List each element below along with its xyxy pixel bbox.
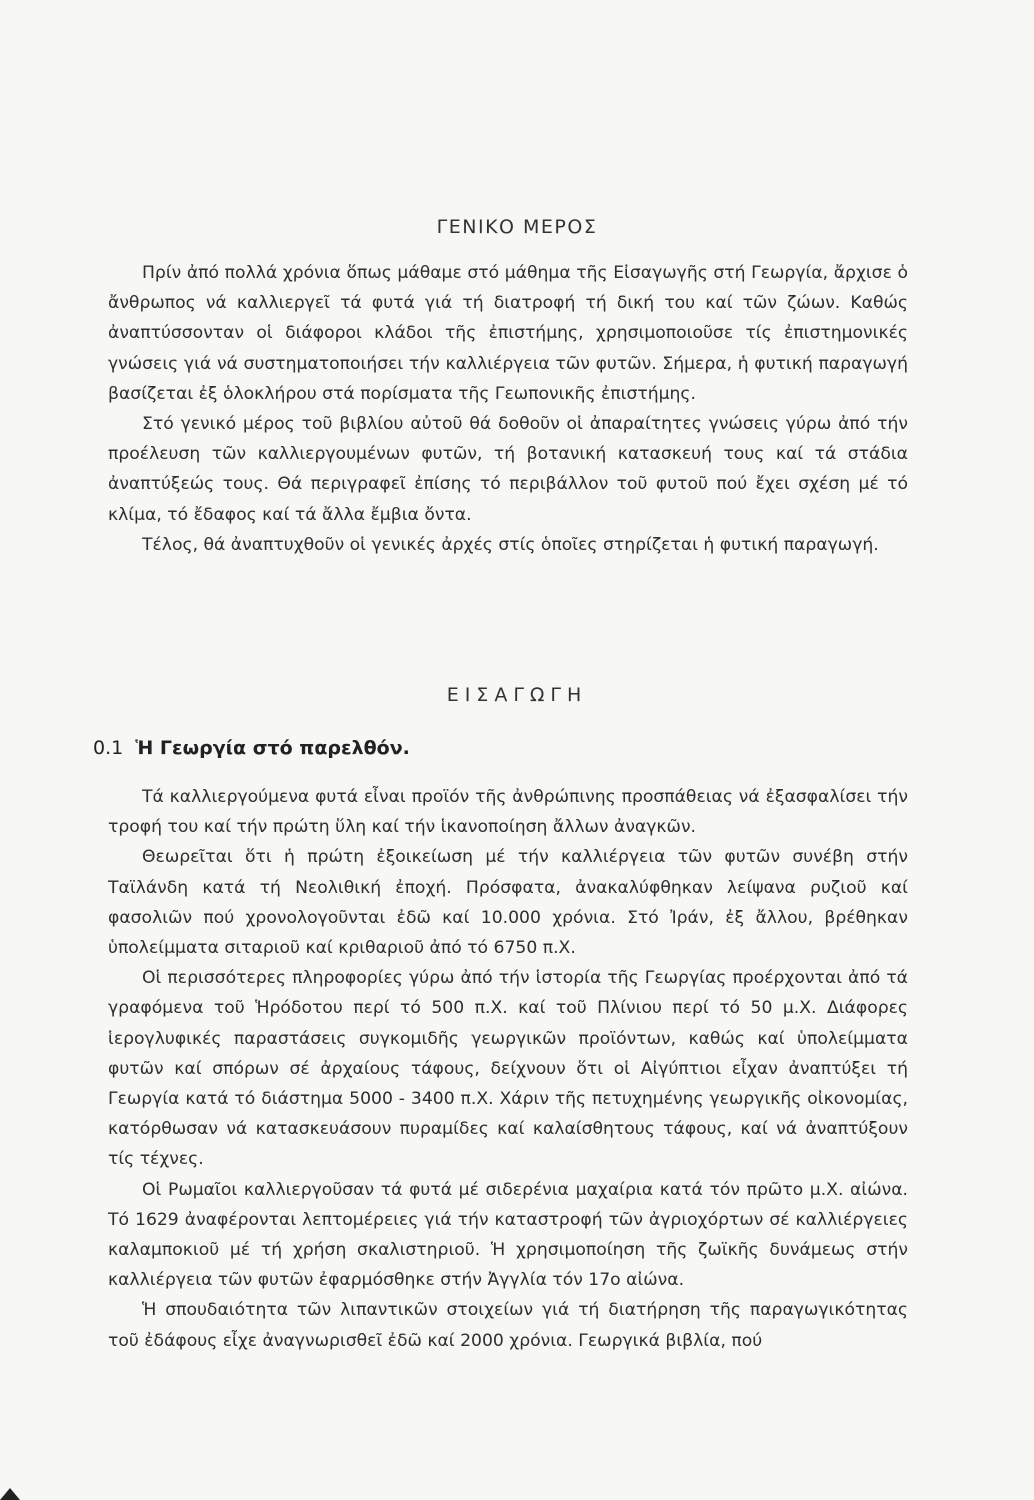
- paragraph: Τά καλλιεργούμενα φυτά εἶναι προϊόν τῆς ἀνθρώπινης προσπάθειας νά ἐξασφαλίσει τήν τροφή του καί τήν πρώτη ὕλη καί τήν ἱκανοποίηση ἄλλων ἀναγκῶν.: [108, 787, 908, 838]
- general-part-text: [108, 258, 908, 560]
- section-number: 0.1: [93, 737, 124, 759]
- paragraph: Τέλος, θά ἀναπτυχθοῦν οἱ γενικές ἀρχές στίς ὁποῖες στηρίζεται ἡ φυτική παραγωγή.: [142, 534, 879, 555]
- paragraph: Ἡ σπουδαιότητα τῶν λιπαντικῶν στοιχείων γιά τή διατήρηση τῆς παραγωγικότητας τοῦ ἐδάφους εἶχε ἀναγνωρισθεῖ ἐδῶ καί 2000 χρόνια. Γεωργικά βιβλία, πού: [108, 1300, 908, 1351]
- section-title: [93, 737, 410, 759]
- paragraph: Οἱ περισσότερες πληροφορίες γύρω ἀπό τήν ἱστορία τῆς Γεωργίας προέρχονται ἀπό τά γραφόμενα τοῦ Ἡρόδοτου περί τό 500 π.Χ. καί τοῦ Πλίνιου περί τό 50 μ.Χ. Διάφορες ἱερογλυφικές παραστάσεις συγκομιδῆς γεωργικῶν προϊόντων, καθώς καί ὑπολείμματα φυτῶν καί σπόρων σέ ἀρχαίους τάφους, δείχνουν ὅτι οἱ Αἰγύπτιοι εἶχαν ἀναπτύξει τή Γεωργία κατά τό διάστημα 5000 - 3400 π.Χ. Χάριν τῆς πετυχημένης γεωργικῆς οἰκονομίας, κατόρθωσαν νά κατασκευάσουν πυραμίδες καί καλαίσθητους τάφους, καί νά ἀναπτύξουν τίς τέχνες.: [108, 968, 908, 1170]
- introduction-heading: ΕΙΣΑΓΩΓΗ: [446, 684, 588, 706]
- paragraph: Πρίν ἀπό πολλά χρόνια ὅπως μάθαμε στό μάθημα τῆς Εἰσαγωγῆς στή Γεωργία, ἄρχισε ὁ ἄνθρωπος νά καλλιεργεῖ τά φυτά γιά τή διατροφή τή δική του καί τῶν ζώων. Καθώς ἀναπτύσσονταν οἱ διάφοροι κλάδοι τῆς ἐπιστήμης, χρησιμοποιοῦσε τίς ἐπιστημονικές γνώσεις γιά νά συστηματοποιήσει τήν καλλιέργεια τῶν φυτῶν. Σήμερα, ἡ φυτική παραγωγή βασίζεται ἐξ ὁλοκλήρου στά πορίσματα τῆς Γεωπονικῆς ἐπιστήμης.: [108, 263, 908, 404]
- paragraph: Οἱ Ρωμαῖοι καλλιεργοῦσαν τά φυτά μέ σιδερένια μαχαίρια κατά τόν πρῶτο μ.Χ. αἰώνα. Τό 1629 ἀναφέρονται λεπτομέρειες γιά τήν καταστροφή τῶν ἀγριοχόρτων σέ καλλιέργειες καλαμποκιοῦ μέ τή χρήση σκαλιστηριοῦ. Ἡ χρησιμοποίηση τῆς ζωϊκῆς δυνάμεως στήν καλλιέργεια τῶν φυτῶν ἐφαρμόσθηκε στήν Ἀγγλία τόν 17ο αἰώνα.: [108, 1179, 908, 1291]
- introduction-text: [108, 782, 908, 1356]
- paragraph: Θεωρεῖται ὅτι ἡ πρώτη ἐξοικείωση μέ τήν καλλιέργεια τῶν φυτῶν συνέβη στήν Ταϊλάνδη κατά τή Νεολιθική ἐποχή. Πρόσφατα, ἀνακαλύφθηκαν λείψανα ρυζιοῦ καί φασολιῶν πού χρονολογοῦνται ἐδῶ καί 10.000 χρόνια. Στό Ἰράν, ἐξ ἄλλου, βρέθηκαν ὑπολείμματα σιταριοῦ καί κριθαριοῦ ἀπό τό 6750 π.Χ.: [108, 847, 908, 959]
- scan-corner-mark: [0, 1488, 20, 1500]
- section-title-text: Ἡ Γεωργία στό παρελθόν.: [135, 737, 410, 759]
- paragraph: Στό γενικό μέρος τοῦ βιβλίου αὐτοῦ θά δοθοῦν οἱ ἀπαραίτητες γνώσεις γύρω ἀπό τήν προέλευση τῶν καλλιεργουμένων φυτῶν, τή βοτανική κατασκευή τους καί τά στάδια ἀναπτύξεώς τους. Θά περιγραφεῖ ἐπίσης τό περιβάλλον τοῦ φυτοῦ πού ἔχει σχέση μέ τό κλίμα, τό ἔδαφος καί τά ἄλλα ἔμβια ὄντα.: [108, 414, 908, 525]
- main-heading: ΓΕΝΙΚΟ ΜΕΡΟΣ: [436, 216, 598, 238]
